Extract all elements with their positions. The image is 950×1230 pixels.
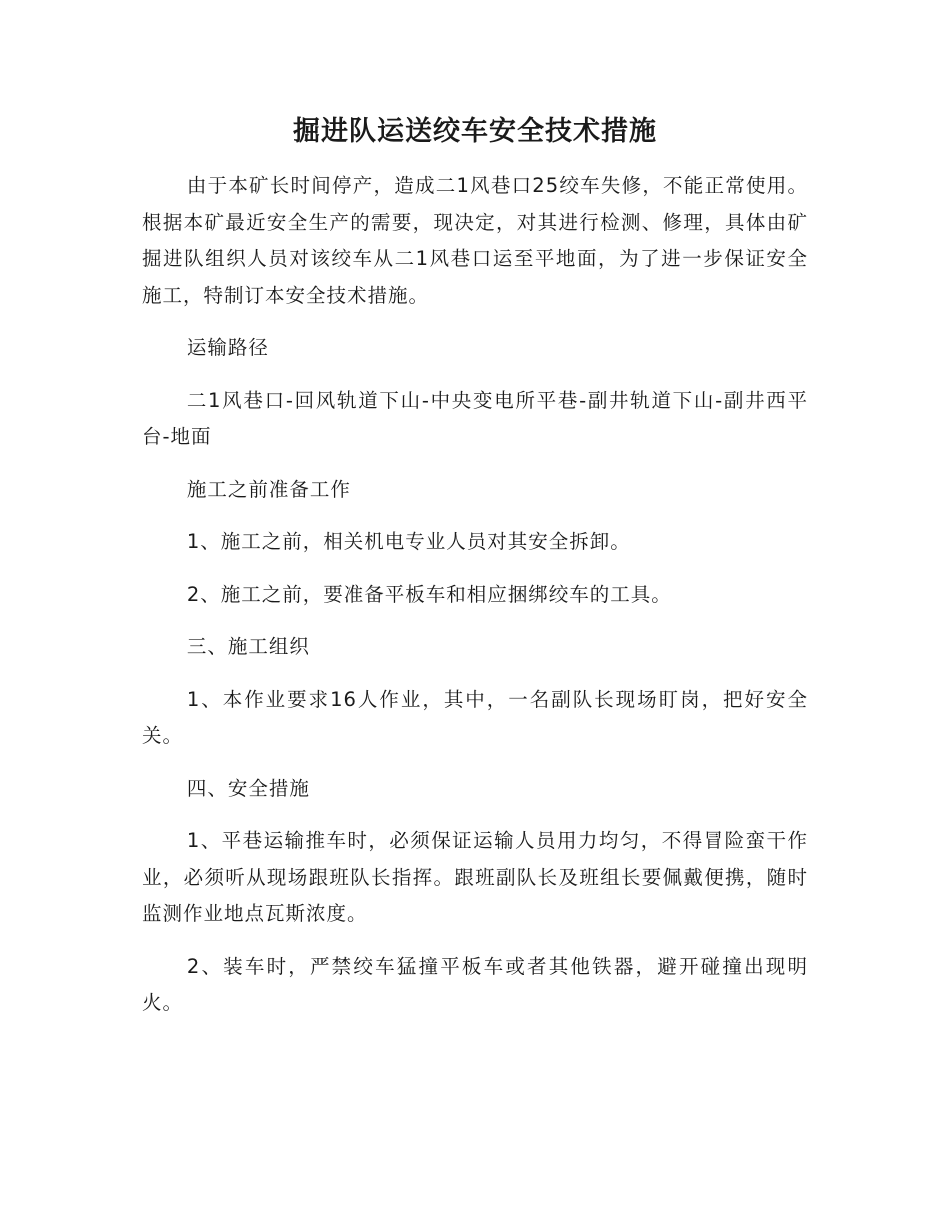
paragraph-route: 二1风巷口-回风轨道下山-中央变电所平巷-副井轨道下山-副井西平台-地面 bbox=[142, 388, 808, 448]
paragraph-safety-1: 1、平巷运输推车时，必须保证运输人员用力均匀，不得冒险蛮干作业，必须听从现场跟班队长指挥。跟班副队长及班组长要佩戴便携，随时监测作业地点瓦斯浓度。 bbox=[142, 829, 808, 925]
paragraph-prep-1: 1、施工之前，相关机电专业人员对其安全拆卸。 bbox=[186, 530, 631, 553]
paragraph-org-heading: 三、施工组织 bbox=[186, 635, 310, 658]
document-page bbox=[142, 112, 808, 1038]
paragraph-prep-2: 2、施工之前，要准备平板车和相应捆绑绞车的工具。 bbox=[186, 582, 672, 606]
paragraph-route-heading: 运输路径 bbox=[186, 336, 269, 359]
paragraph-intro: 由于本矿长时间停产，造成二1风巷口25绞车失修，不能正常使用。根据本矿最近安全生产的需要，现决定，对其进行检测、修理，具体由矿掘进队组织人员对该绞车从二1风巷口运至平地面，为了进一步保证安全施工，特制订本安全技术措施。 bbox=[142, 174, 808, 307]
paragraph-org-1: 1、本作业要求16人作业，其中，一名副队长现场盯岗，把好安全关。 bbox=[142, 687, 808, 747]
paragraph-safety-2: 2、装车时，严禁绞车猛撞平板车或者其他铁器，避开碰撞出现明火。 bbox=[142, 954, 808, 1014]
paragraph-safety-heading: 四、安全措施 bbox=[186, 776, 310, 800]
paragraph-prep-heading: 施工之前准备工作 bbox=[186, 477, 351, 501]
document-title: 掘进队运送绞车安全技术措施 bbox=[293, 116, 657, 147]
